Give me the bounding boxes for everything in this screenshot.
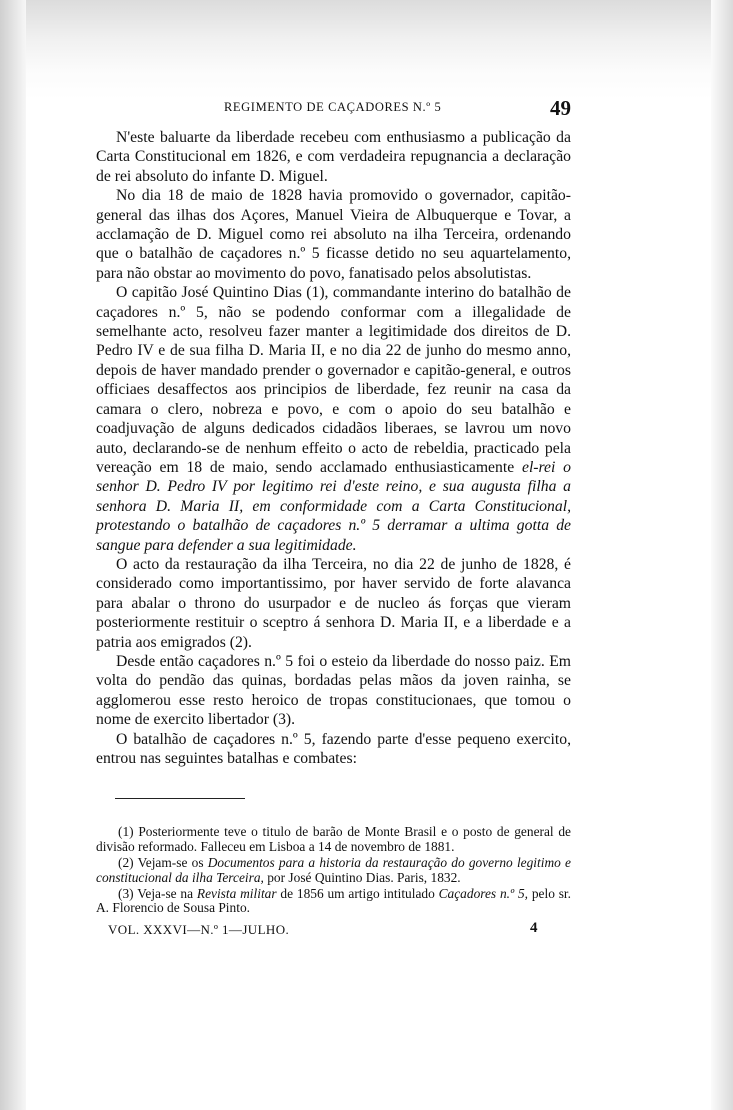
text-run: (2) Vejam-se os [118, 855, 208, 870]
text-run: O batalhão de caçadores n.º 5, fazendo parte d'esse pequeno exercito, entrou nas seguintes batalhas e combates: [96, 730, 571, 767]
page-content [96, 98, 571, 942]
paragraph [96, 730, 571, 769]
paragraph [96, 555, 571, 652]
text-run: O capitão José Quintino Dias (1), commandante interino do batalhão de caçadores n.º 5, não se podendo conformar com a illegalidade de semelhante acto, resolveu fazer manter a legitimidade dos direitos de D. Pedro IV e de sua filha D. Maria II, e no dia 22 de junho do mesmo anno, depois de haver mandado prender o governador e capitão-general, e outros officiaes desaffectos aos principios de liberdade, fez reunir na casa da camara o clero, nobreza e povo, e com o apoio do seu batalhão e coadjuvação de alguns dedicados cidadãos liberaes, se lavrou um novo auto, declarando-se de nenhum effeito o acto de rebeldia, practicado pela vereação em 18 de maio, sendo acclamado enthusiasticamente [96, 284, 571, 476]
signature-line [96, 922, 571, 942]
running-title: REGIMENTO DE CAÇADORES N.º 5 [224, 100, 442, 114]
page-number: 49 [550, 96, 571, 120]
italic-text: Caçadores n.º 5, [438, 885, 529, 901]
running-head [96, 98, 571, 122]
volume-signature: VOL. XXXVI—N.º 1—JULHO. [108, 922, 290, 938]
footnote [96, 856, 571, 886]
paragraph [96, 652, 571, 730]
italic-text: el-rei o senhor D. Pedro IV por legitimo rei d'este reino, e sua augusta filha a senhora D. Maria II, em conformidade com a Carta Constitucional, protestando o batalhão de caçadores n.º 5 derramar a ultima gotta de sangue para defender a sua legitimidade. [96, 458, 572, 554]
text-run: No dia 18 de maio de 1828 havia promovido o governador, capitão-general das ilhas dos Açores, Manuel Vieira de Albuquerque e Tovar, a acclamação de D. Miguel como rei absoluto na ilha Terceira, ordenando que o batalhão de caçadores n.º 5 ficasse detido no seu aquartelamento, para não obstar ao movimento do povo, fanatisado pelos absolutistas. [96, 187, 571, 282]
body-text [96, 128, 571, 768]
paragraph [96, 128, 571, 186]
footnote-rule [115, 798, 245, 799]
text-run: (1) Posteriormente teve o titulo de barão de Monte Brasil e o posto de general de divisão reformado. Falleceu em Lisboa a 14 de novembro de 1881. [96, 824, 571, 855]
text-run: (3) Veja-se na [118, 885, 197, 901]
italic-text: Revista militar [196, 885, 277, 901]
text-run: por José Quintino Dias. Paris, 1832. [263, 869, 461, 885]
text-run: pelo sr. A. Florencio de Sousa Pinto. [96, 885, 571, 916]
text-run: O acto da restauração da ilha Terceira, no dia 22 de junho de 1828, é considerado como importantissimo, por haver servido de forte alavanca para abalar o throno do usurpador e de nucleo ás forças que vieram posteriormente restituir o sceptro á senhora D. Maria II, e a liberdade e a patria aos emigrados (2). [96, 555, 571, 651]
scan-edge-left [0, 0, 26, 1110]
footnote [96, 887, 571, 917]
text-run: de 1856 um artigo intitulado [276, 885, 439, 901]
paragraph [96, 283, 571, 555]
italic-text: Documentos para a historia da restauração do governo legitimo e constitucional da ilha Terceira, [96, 855, 571, 885]
text-run: Desde então caçadores n.º 5 foi o esteio da liberdade do nosso paiz. Em volta do pendão das quinas, bordadas pelas mãos da joven rainha, se agglomerou esse resto heroico de tropas constitucionaes, que tomou o nome de exercito libertador (3). [96, 652, 571, 729]
paragraph [96, 186, 571, 283]
text-run: N'este baluarte da liberdade recebeu com enthusiasmo a publicação da Carta Constitucional em 1826, e com verdadeira repugnancia a declaração de rei absoluto do infante D. Miguel. [96, 129, 571, 185]
scan-edge-right [711, 0, 733, 1110]
sheet-signature: 4 [530, 920, 538, 937]
footnotes [96, 825, 571, 916]
footnote [96, 825, 571, 855]
